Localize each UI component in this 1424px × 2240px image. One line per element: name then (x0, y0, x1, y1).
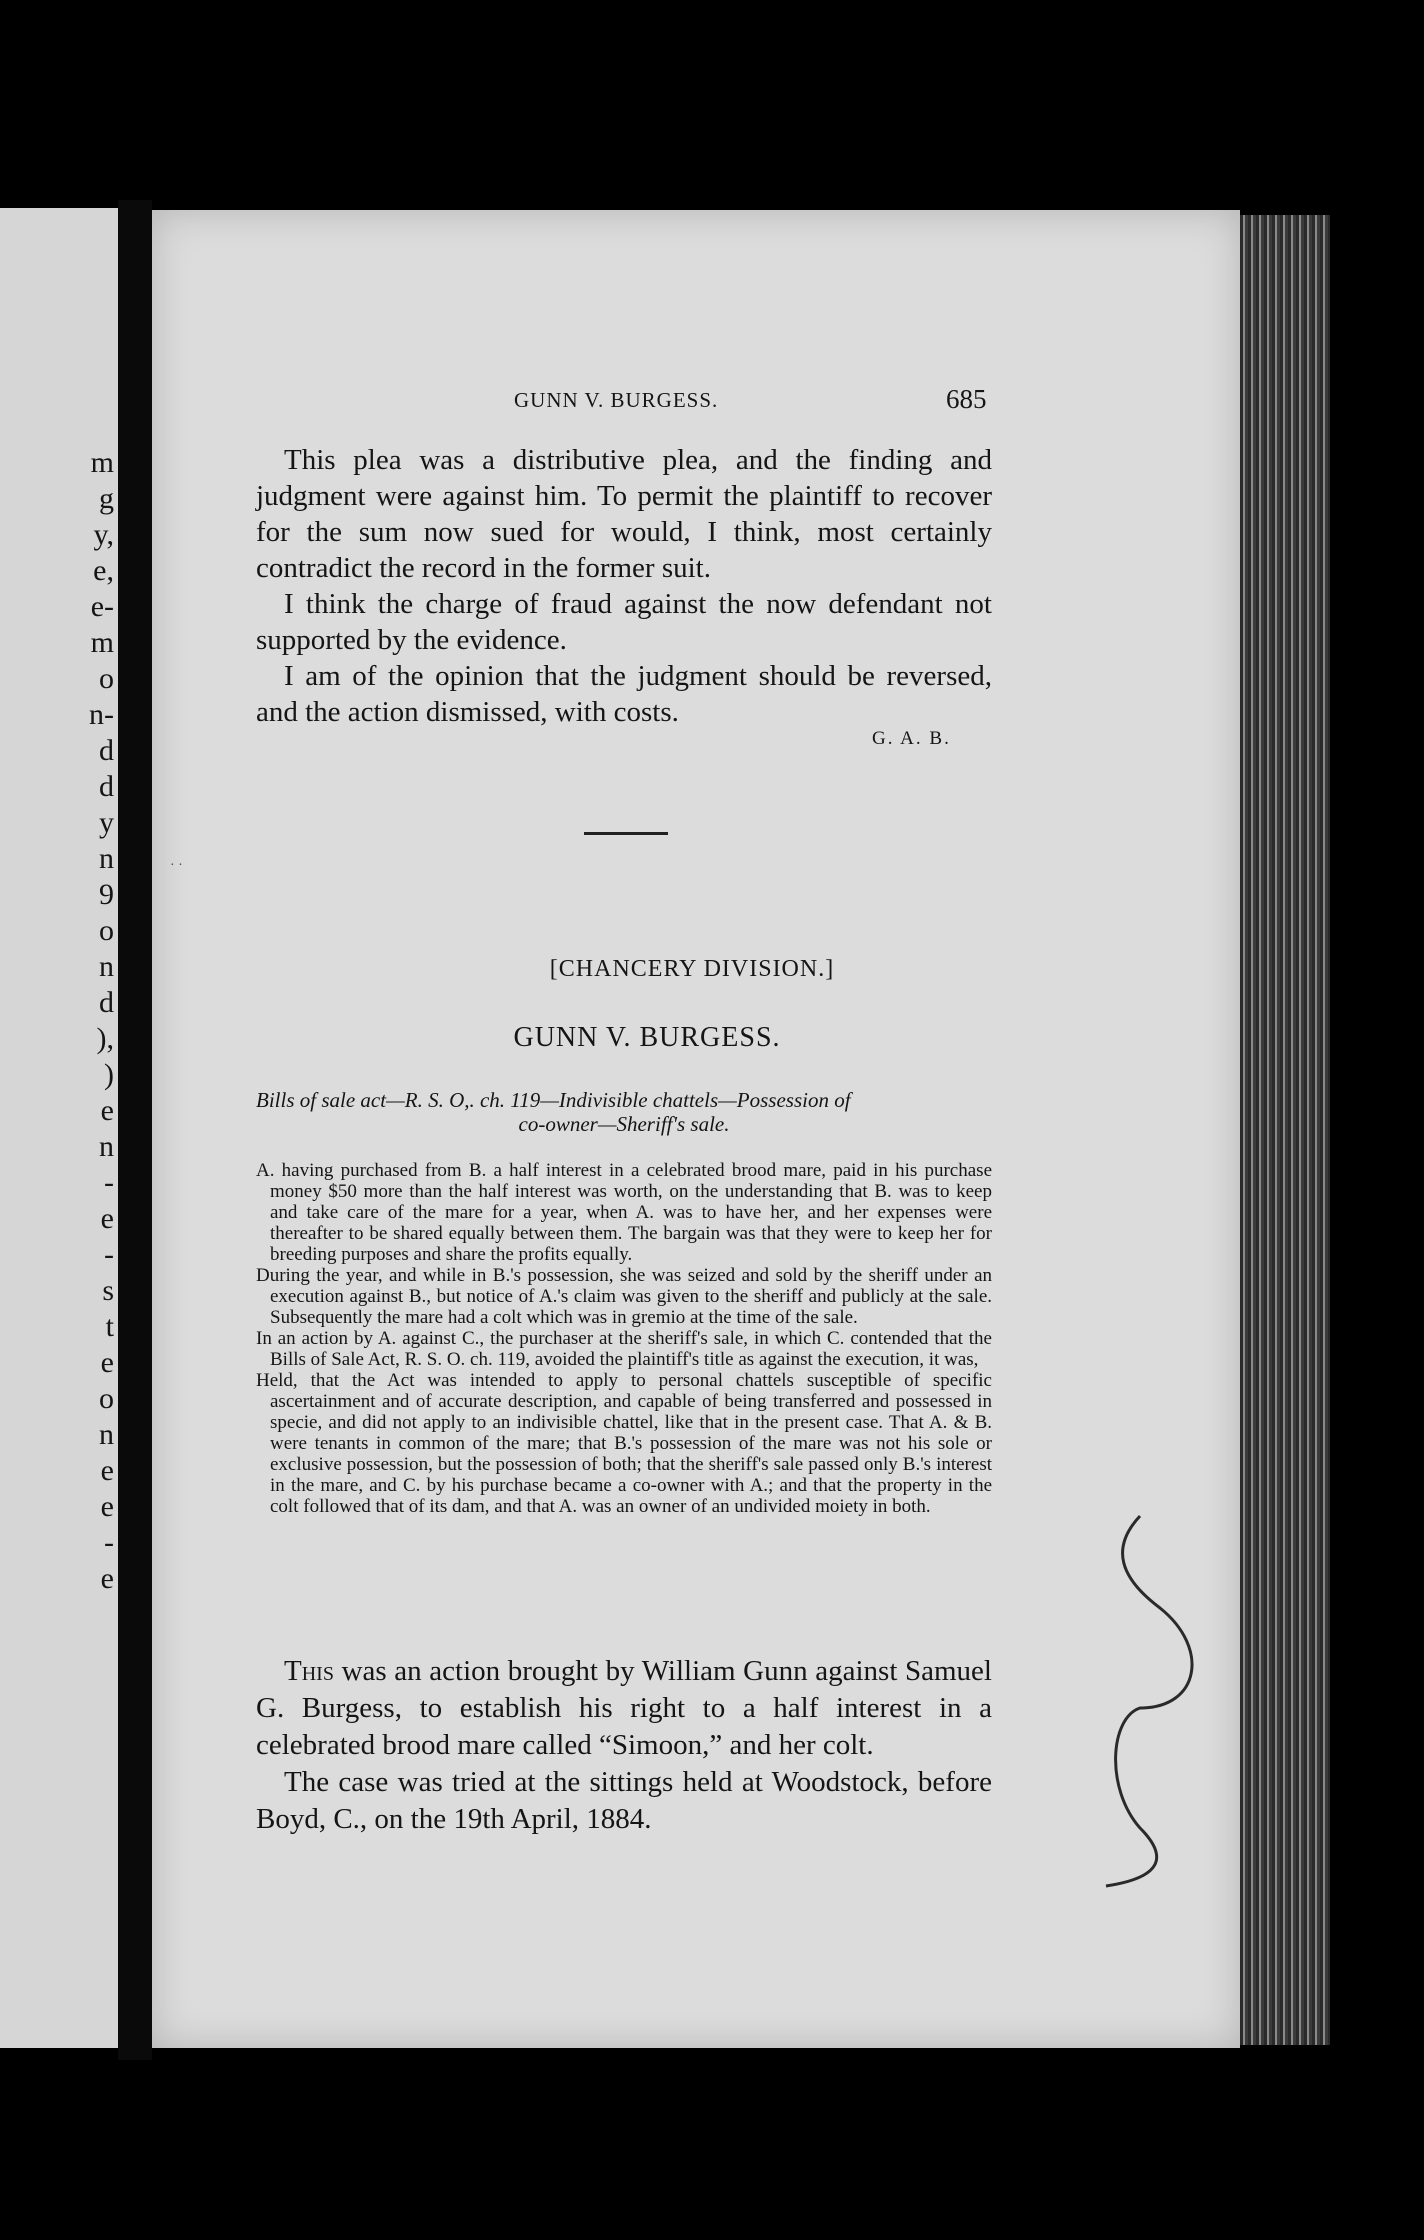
facing-page-fragment: - (104, 1166, 114, 1199)
case-body (256, 1653, 992, 1838)
book-gutter (118, 200, 152, 2060)
facing-page-fragment: d (99, 734, 114, 767)
facing-page-fragment: y (99, 806, 114, 839)
facing-page-fragment: - (104, 1238, 114, 1271)
facing-page (0, 208, 118, 2048)
facing-page-fragment: ) (104, 1058, 114, 1091)
facing-page-fragment: e, (93, 554, 114, 587)
facing-page-fragment: e (100, 1490, 114, 1523)
facing-page-fragment: t (105, 1310, 114, 1343)
summary-paragraph: Held, that the Act was intended to apply to personal chattels susceptible of specific ascertainment and of accurate description, and capable of being transferred and possessed in specie, and did not apply to an indivisible chattel, like that in the present case. That A. & B. were tenants in common of the mare; that B.'s possession of the mare was not his sole or exclusive possession, but the possession of both; that the sheriff's sale passed only B.'s interest in the mare, and C. by his purchase became a co-owner with A.; and that the property in the colt followed that of its dam, and that A. was an owner of an undivided moiety in both. (256, 1370, 992, 1517)
paragraph: This plea was a distributive plea, and the finding and judgment were against him. To permit the plaintiff to recover for the sum now sued for would, I think, most certainly contradict the record in the former suit. (256, 444, 992, 584)
facing-page-fragment: 9 (99, 878, 114, 911)
page-edges (1240, 215, 1330, 2045)
running-head: GUNN V. BURGESS. (514, 388, 719, 412)
lead-word: This (284, 1655, 334, 1687)
paragraph: The case was tried at the sittings held at Woodstock, before Boyd, C., on the 19th April, 1884. (256, 1766, 992, 1835)
facing-page-fragment: d (99, 986, 114, 1019)
facing-page-fragment: e (100, 1202, 114, 1235)
headnote-line: co-owner—Sheriff's sale. (518, 1112, 730, 1136)
facing-page-fragment: e (100, 1094, 114, 1127)
facing-page-fragment: e- (90, 590, 114, 623)
facing-page-fragment: m (90, 446, 114, 479)
headnote (256, 1088, 992, 1136)
facing-page-fragment: n (99, 1418, 114, 1451)
facing-page-fragment: o (99, 662, 114, 695)
summary-paragraph: A. having purchased from B. a half interest in a celebrated brood mare, paid in his purchase money $50 more than the half interest was worth, on the understanding that B. was to keep and take care of the mare for a year, when A. was to have her, and her expenses were thereafter to be shared equally between them. The bargain was that they were to keep her for breeding purposes and share the profits equally. (256, 1160, 992, 1265)
summary-paragraph: During the year, and while in B.'s possession, she was seized and sold by the sheriff under an execution against B., but notice of A.'s claim was given to the sheriff and publicly at the sale. Subsequently the mare had a colt which was in gremio at the time of the sale. (256, 1265, 992, 1328)
facing-page-fragment: n- (89, 698, 114, 731)
headnote-line: Bills of sale act—R. S. O,. ch. 119—Indivisible chattels—Possession of (256, 1088, 851, 1112)
opening-paragraphs (256, 442, 992, 730)
paragraph: I think the charge of fraud against the now defendant not supported by the evidence. (256, 588, 992, 656)
pencil-squiggle-mark (1100, 1508, 1220, 1888)
facing-page-fragment: ), (96, 1022, 114, 1055)
stray-marks: · · (170, 858, 183, 873)
paragraph (256, 1653, 992, 1764)
summary-paragraph: In an action by A. against C., the purchaser at the sheriff's sale, in which C. contended that the Bills of Sale Act, R. S. O. ch. 119, avoided the plaintiff's title as against the execution, it was, (256, 1328, 992, 1370)
facing-page-fragment: n (99, 842, 114, 875)
facing-page-fragment: e (100, 1454, 114, 1487)
page-number: 685 (946, 384, 987, 414)
facing-page-fragment: e (100, 1562, 114, 1595)
facing-page-fragment: e (100, 1346, 114, 1379)
judge-initials: G. A. B. (872, 728, 951, 749)
facing-page-fragment: - (104, 1526, 114, 1559)
division-label: [CHANCERY DIVISION.] (549, 956, 835, 982)
facing-page-fragment: y, (93, 518, 114, 551)
facing-page-fragment: n (99, 950, 114, 983)
facing-page-fragment: d (99, 770, 114, 803)
facing-page-fragment: o (99, 914, 114, 947)
section-divider (584, 832, 668, 835)
facing-page-fragment: o (99, 1382, 114, 1415)
division-heading (0, 956, 1424, 983)
facing-page-fragment: g (99, 482, 114, 515)
case-summary (256, 1160, 992, 1517)
paragraph: I am of the opinion that the judgment should be reversed, and the action dismissed, with costs. (256, 660, 992, 728)
facing-page-fragment: n (99, 1130, 114, 1163)
case-title-text: GUNN V. BURGESS. (513, 1022, 781, 1053)
paragraph-text: was an action brought by William Gunn against Samuel G. Burgess, to establish his right to a half interest in a celebrated brood mare called “Simoon,” and her colt. (256, 1655, 992, 1761)
facing-page-fragment: m (90, 626, 114, 659)
facing-page-fragment: s (102, 1274, 114, 1307)
case-title (0, 1022, 1424, 1054)
